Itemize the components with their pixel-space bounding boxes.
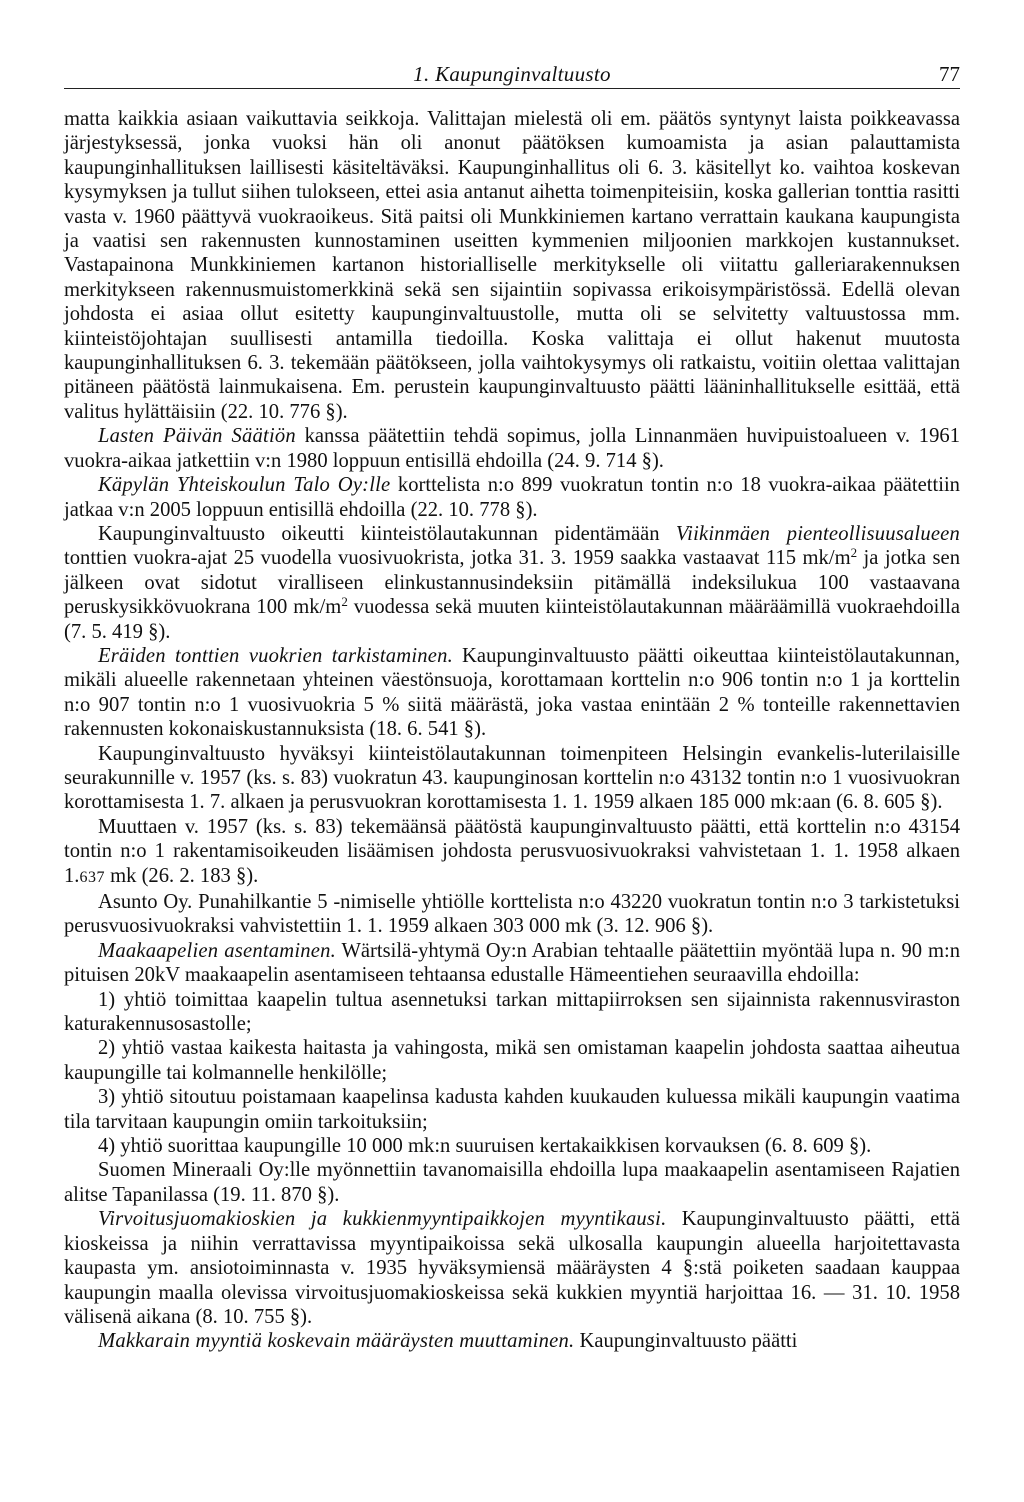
page-number: 77 (939, 62, 960, 86)
paragraph-6: Kaupunginvaltuusto hyväksyi kiinteistölautakunnan toimenpiteen Helsingin evankelis-luterilaisille seurakunnille v. 1957 (ks. s. 83) vuokratun 43. kaupunginosan korttelin n:o 43132 tontin n:o 1 vuosivuokran korottamisesta 1. 7. alkaen ja perusvuokran korottamisesta 1. 1. 1959 alkaen 185 000 mk:aan (6. 8. 605 §). (64, 742, 960, 814)
paragraph-heading: Virvoitusjuomakioskien ja kukkienmyyntipaikkojen myyntikausi. (98, 1208, 667, 1231)
list-item: 1) yhtiö toimittaa kaapelin tultua asennetuksi tarkan mittapiirroksen sen sijainnista rakennusviraston katurakennusosastolle; (64, 988, 960, 1036)
paragraph-1: matta kaikkia asiaan vaikuttavia seikkoja. Valittajan mielestä oli em. päätös syntynyt laista poikkeavassa järjestyksessä, jonka vuoksi hän oli anonut päätöksen kumoamista ja asian palauttamista kaupunginhallituksen laillisesti käsiteltäväksi. Kaupunginhallitus oli 6. 3. käsitellyt ko. vaihtoa koskevan kysymyksen ja tullut siihen tulokseen, ettei asia antanut aihetta toimenpiteisiin, koska gallerian tonttia rasitti vasta v. 1960 päättyvä vuokraoikeus. Sitä paitsi oli Munkkiniemen kartano verrattain kaukana kaupungista ja vaatisi sen rakennusten kunnostaminen useitten kymmenien miljoonien markkojen kustannukset. Vastapainona Munkkiniemen kartanon historialliselle merkitykselle oli viitattu galleriarakennuksen merkitykseen rakennusmuistomerkkinä sekä sen sijaintiin sopivassa erikoisympäristössä. Edellä olevan johdosta ei asiaa ollut esitetty kaupunginvaltuustolle, mutta oli se selvitetty valtuustossa mm. kiinteistöjohtajan suullisesti antamilla tiedoilla. Koska valittaja ei ollut hakenut muutosta kaupunginhallituksen 6. 3. tekemään päätökseen, jolla vaihtokysymys oli ratkaistu, voitiin olettaa valittajan pitäneen päätöstä lainmukaisena. Em. perustein kaupunginvaltuusto päätti lääninhallitukselle esittää, että valitus hylättäisiin (22. 10. 776 §). (64, 108, 960, 423)
list-item: 3) yhtiö sitoutuu poistamaan kaapelinsa kadusta kahden kuukauden kuluessa mikäli kaupungin vaatima tila tarvitaan kaupungin omiin tarkoituksiin; (64, 1086, 960, 1133)
body-text (64, 107, 960, 1354)
inline-heading: Viikinmäen pienteollisuusalueen (675, 522, 961, 545)
paragraph-heading: Eräiden tonttien vuokrien tarkistaminen. (98, 644, 453, 667)
small-figure: 637 (79, 868, 105, 886)
paragraph-heading: Lasten Päivän Säätiön (98, 425, 296, 448)
list-item: 2) yhtiö vastaa kaikesta haitasta ja vahingosta, mikä sen omistaman kaapelin johdosta saattaa aiheutua kaupungille tai kolmannelle henkilölle; (64, 1037, 960, 1084)
paragraph-12: Makkarain myyntiä koskevain määräysten muuttaminen. Kaupunginvaltuusto päätti (98, 1330, 798, 1353)
superscript: 2 (850, 545, 858, 561)
document-page (64, 58, 960, 1354)
paragraph-3: Käpylän Yhteiskoulun Talo Oy:lle korttelista n:o 899 vuokratun tontin n:o 18 vuokra-aikaa päätettiin jatkaa v:n 2005 loppuun entisillä ehdoilla (22. 10. 778 §). (64, 474, 960, 521)
paragraph-8: Asunto Oy. Punahilkantie 5 -nimiselle yhtiölle korttelista n:o 43220 vuokratun tontin n:o 3 tarkistetuksi perusvuosivuokraksi vahvistettiin 1. 1. 1959 alkaen 303 000 mk (3. 12. 906 §). (64, 891, 960, 938)
paragraph-heading: Maakaapelien asentaminen. (98, 939, 336, 962)
paragraph-5: Eräiden tonttien vuokrien tarkistaminen. Kaupunginvaltuusto päätti oikeuttaa kiinteistölautakunnan, mikäli alueelle rakennetaan yhteinen väestönsuoja, korottamaan korttelin n:o 906 tontin n:o 1 ja korttelin n:o 907 tontin n:o 1 vuosivuokria 5 % siitä määrästä, joka vastaa enintään 2 % tonteille rakennettavien rakennusten kokonaiskustannuksista (18. 6. 541 §). (64, 644, 960, 741)
running-title: 1. Kaupunginvaltuusto (413, 62, 611, 86)
running-header (64, 58, 960, 89)
superscript: 2 (341, 594, 348, 610)
list-item: 4) yhtiö suorittaa kaupungille 10 000 mk:n suuruisen kertakaikkisen korvauksen (6. 8. 609 §). (98, 1135, 872, 1158)
paragraph-heading: Makkarain myyntiä koskevain määräysten muuttaminen. (98, 1330, 575, 1353)
paragraph-11: Virvoitusjuomakioskien ja kukkienmyyntipaikkojen myyntikausi. Kaupunginvaltuusto päätti, että kioskeissa ja niihin verrattavissa myyntipaikoissa sekä ulkosalla kaupungin alueella harjoitettavasta kaupasta ym. ansiotoiminnasta v. 1935 hyväksymiensä määräysten 4 §:stä poiketen saadaan kauppaa kaupungin maalla olevissa virvoitusjuomakioskeissa sekä kukkien myyntiä harjoittaa 16. — 31. 10. 1958 välisenä aikana (8. 10. 755 §). (64, 1208, 960, 1328)
paragraph-2: Lasten Päivän Säätiön kanssa päätettiin tehdä sopimus, jolla Linnanmäen huvipuistoalueen v. 1961 vuokra-aikaa jatkettiin v:n 1980 loppuun entisillä ehdoilla (24. 9. 714 §). (64, 425, 960, 472)
paragraph-4: Kaupunginvaltuusto oikeutti kiinteistölautakunnan pidentämään Viikinmäen pienteollisuusalueen tonttien vuokra-ajat 25 vuodella vuosivuokrista, jotka 31. 3. 1959 saakka vastaavat 115 $mk/m^2$ ja jotka sen jälkeen ovat sidotut viralliseen elinkustannusindeksiin pitämällä indeksilukua 100 vastaavana peruskysikkövuokrana 100 $mk/m^2$ vuodessa sekä muuten kiinteistölautakunnan määräämillä vuokraehdoilla (7. 5. 419 §). (64, 522, 961, 643)
paragraph-heading: Käpylän Yhteiskoulun Talo Oy:lle (98, 474, 391, 497)
paragraph-9: Maakaapelien asentaminen. Wärtsilä-yhtymä Oy:n Arabian tehtaalle päätettiin myöntää lupa n. 90 m:n pituisen 20kV maakaapelin asentamiseen tehtaansa edustalle Hämeentiehen seuraavilla ehdoilla: (64, 939, 960, 987)
paragraph-7: Muuttaen v. 1957 (ks. s. 83) tekemäänsä päätöstä kaupunginvaltuusto päätti, että korttelin n:o 43154 tontin n:o 1 rakentamisoikeuden lisäämisen johdosta perusvuosivuokraksi vahvistetaan 1. 1. 1958 alkaen 1.637 mk (26. 2. 183 §). (64, 815, 960, 887)
paragraph-10: Suomen Mineraali Oy:lle myönnettiin tavanomaisilla ehdoilla lupa maakaapelin asentamiseen Rajatien alitse Tapanilassa (19. 11. 870 §). (64, 1159, 960, 1206)
